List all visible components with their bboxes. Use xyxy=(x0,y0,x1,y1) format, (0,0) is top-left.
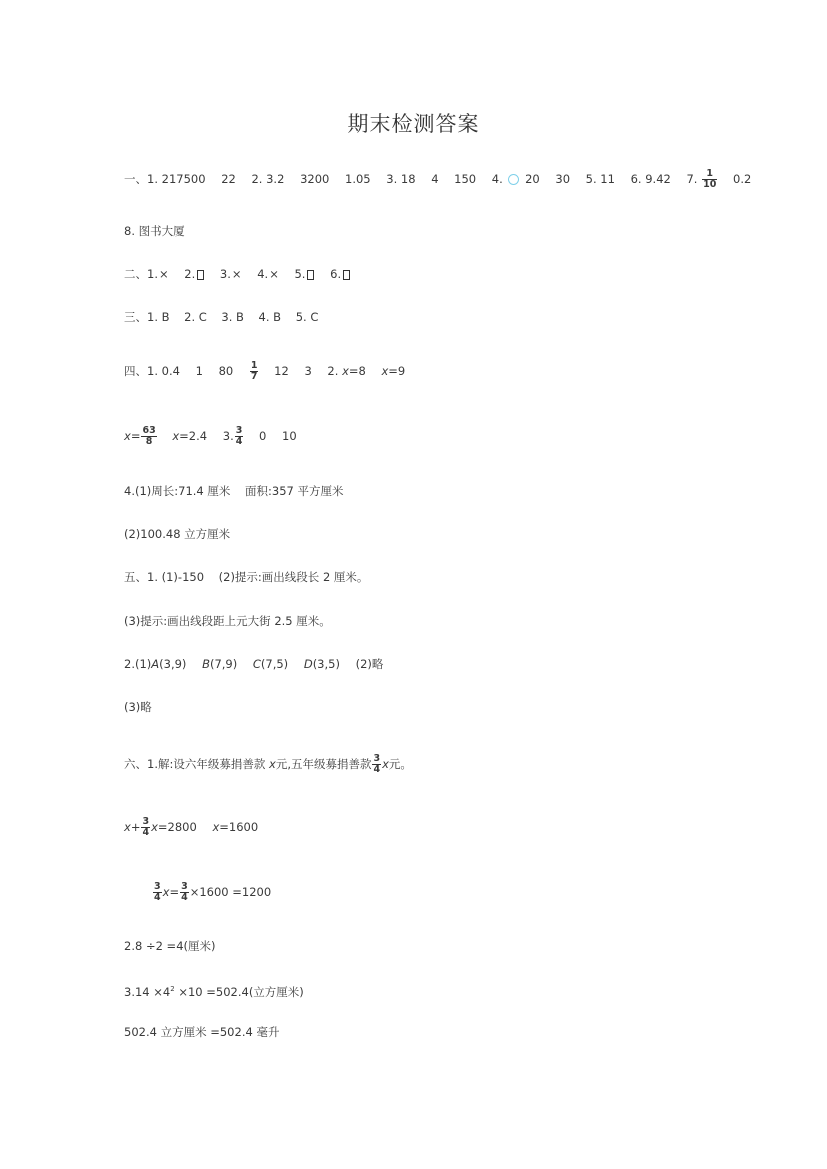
check-box-icon xyxy=(343,270,350,280)
answer-text: (2)略 xyxy=(355,657,384,671)
fraction-denominator: 4 xyxy=(373,764,381,775)
answer-text: 六、1.解:设六年级募捐善款 xyxy=(124,757,266,771)
answer-line-14 xyxy=(124,817,258,838)
point-label: D xyxy=(303,657,313,671)
answer-line-16: 2.8 ÷2 =4(厘米) xyxy=(124,939,216,953)
variable-x: x xyxy=(172,429,180,443)
answer-text: 30 xyxy=(555,172,571,186)
answer-text: 6. xyxy=(330,267,342,281)
answer-text: 4 xyxy=(431,172,439,186)
exponent: 2 xyxy=(170,985,175,993)
answer-text: 4. xyxy=(491,172,503,186)
variable-x: x xyxy=(381,364,389,378)
answer-text: + xyxy=(130,820,141,834)
answer-text: 150 xyxy=(454,172,477,186)
circle-icon xyxy=(508,174,519,185)
point-label: B xyxy=(202,657,210,671)
answer-text: (3,9) xyxy=(159,657,187,671)
answer-text: =1600 xyxy=(219,820,259,834)
answer-line-18: 502.4 立方厘米 =502.4 毫升 xyxy=(124,1025,280,1039)
answer-text: 6. 9.42 xyxy=(630,172,671,186)
answer-text: =8 xyxy=(348,364,366,378)
fraction-numerator: 3 xyxy=(373,753,381,764)
answer-text: 10 xyxy=(282,429,297,443)
answer-text: 3. xyxy=(219,267,231,281)
answer-text: 22 xyxy=(221,172,236,186)
answer-line-2: 8. 图书大厦 xyxy=(124,224,185,238)
answer-text: 3 xyxy=(304,364,312,378)
answer-text: 2. xyxy=(184,267,196,281)
fraction-denominator: 10 xyxy=(703,179,717,190)
fraction xyxy=(235,426,244,447)
cross-mark-icon: × xyxy=(269,267,279,281)
fraction xyxy=(372,754,381,775)
answer-line-9: 五、1. (1)-150 (2)提示:画出线段长 2 厘米。 xyxy=(124,570,369,584)
variable-x: x xyxy=(382,757,389,771)
answer-text: 5. 11 xyxy=(585,172,615,186)
answer-text: 3. xyxy=(222,429,234,443)
answer-text: 0.2 xyxy=(733,172,752,186)
answer-line-6 xyxy=(124,426,297,447)
answer-text: 7. xyxy=(686,172,698,186)
fraction xyxy=(250,361,259,382)
answer-text: (7,5) xyxy=(260,657,289,671)
fraction-numerator: 63 xyxy=(142,425,156,436)
answer-text: 2.(1) xyxy=(124,657,152,671)
fraction xyxy=(702,169,717,190)
point-label: C xyxy=(252,657,261,671)
answer-text: 3200 xyxy=(300,172,330,186)
variable-x: x xyxy=(124,820,131,834)
variable-x: x xyxy=(151,820,158,834)
answer-line-12: (3)略 xyxy=(124,700,152,714)
answer-text: 元,五年级募捐善款 xyxy=(275,757,372,771)
fraction xyxy=(141,817,150,838)
fraction-numerator: 3 xyxy=(181,881,188,892)
answer-text: 5. xyxy=(294,267,306,281)
variable-x: x xyxy=(342,364,349,378)
answer-text: 2. 3.2 xyxy=(251,172,285,186)
answer-text: 元。 xyxy=(388,757,412,771)
answer-line-10: (3)提示:画出线段距上元大街 2.5 厘米。 xyxy=(124,614,331,628)
answer-line-13 xyxy=(124,754,412,775)
answer-line-3 xyxy=(124,266,350,282)
check-box-icon xyxy=(307,270,314,280)
answer-line-4: 三、1. B 2. C 3. B 4. B 5. C xyxy=(124,310,319,324)
variable-x: x xyxy=(212,820,220,834)
answer-line-5 xyxy=(124,361,405,382)
answer-line-7: 4.(1)周长:71.4 厘米 面积:357 平方厘米 xyxy=(124,484,344,498)
answer-text: 20 xyxy=(525,172,540,186)
answer-text: = xyxy=(169,885,180,899)
fraction xyxy=(153,882,162,903)
point-label: A xyxy=(151,657,160,671)
fraction-denominator: 4 xyxy=(154,892,161,903)
answer-line-1 xyxy=(124,169,751,190)
answer-text: 0 xyxy=(259,429,267,443)
answer-text: ×1600 =1200 xyxy=(189,885,272,899)
variable-x: x xyxy=(162,885,170,899)
answer-text: = xyxy=(130,429,141,443)
answer-line-8: (2)100.48 立方厘米 xyxy=(124,527,231,541)
answer-text: 二、1. xyxy=(124,267,158,281)
answer-text: 一、1. 217500 xyxy=(124,172,206,186)
variable-x: x xyxy=(269,757,276,771)
answer-text: (3,5) xyxy=(312,657,340,671)
answer-text: 2. xyxy=(327,364,339,378)
answer-text: (7,9) xyxy=(209,657,238,671)
page-title: 期末检测答案 xyxy=(347,112,480,136)
answer-text: =9 xyxy=(388,364,406,378)
answer-text: =2800 xyxy=(157,820,197,834)
answer-text: 3.14 ×4 xyxy=(124,984,171,999)
fraction-numerator: 3 xyxy=(154,881,161,892)
answer-text: 四、1. 0.4 xyxy=(124,364,180,378)
answer-text: 1 xyxy=(195,364,203,378)
fraction xyxy=(141,426,156,447)
fraction-numerator: 1 xyxy=(250,360,258,371)
answer-text: =2.4 xyxy=(179,429,208,443)
fraction-denominator: 4 xyxy=(142,827,150,838)
answer-line-15 xyxy=(152,882,271,903)
fraction-numerator: 3 xyxy=(142,816,150,827)
cross-mark-icon: × xyxy=(158,267,169,281)
check-box-icon xyxy=(197,270,204,280)
answer-text: 12 xyxy=(274,364,289,378)
cross-mark-icon: × xyxy=(231,267,242,281)
answer-text: 80 xyxy=(218,364,234,378)
fraction-numerator: 3 xyxy=(235,425,243,436)
answer-text: 1.05 xyxy=(345,172,371,186)
fraction-denominator: 4 xyxy=(235,436,243,447)
answer-text: 3. 18 xyxy=(386,172,416,186)
fraction-denominator: 4 xyxy=(181,892,188,903)
answer-line-11 xyxy=(124,656,383,672)
fraction xyxy=(180,882,189,903)
answer-text: 4. xyxy=(257,267,269,281)
answer-line-17 xyxy=(124,981,304,1000)
fraction-denominator: 7 xyxy=(250,371,258,382)
variable-x: x xyxy=(124,429,131,443)
answer-text: ×10 =502.4(立方厘米) xyxy=(174,984,304,999)
fraction-numerator: 1 xyxy=(702,169,717,180)
fraction-denominator: 8 xyxy=(145,436,153,447)
